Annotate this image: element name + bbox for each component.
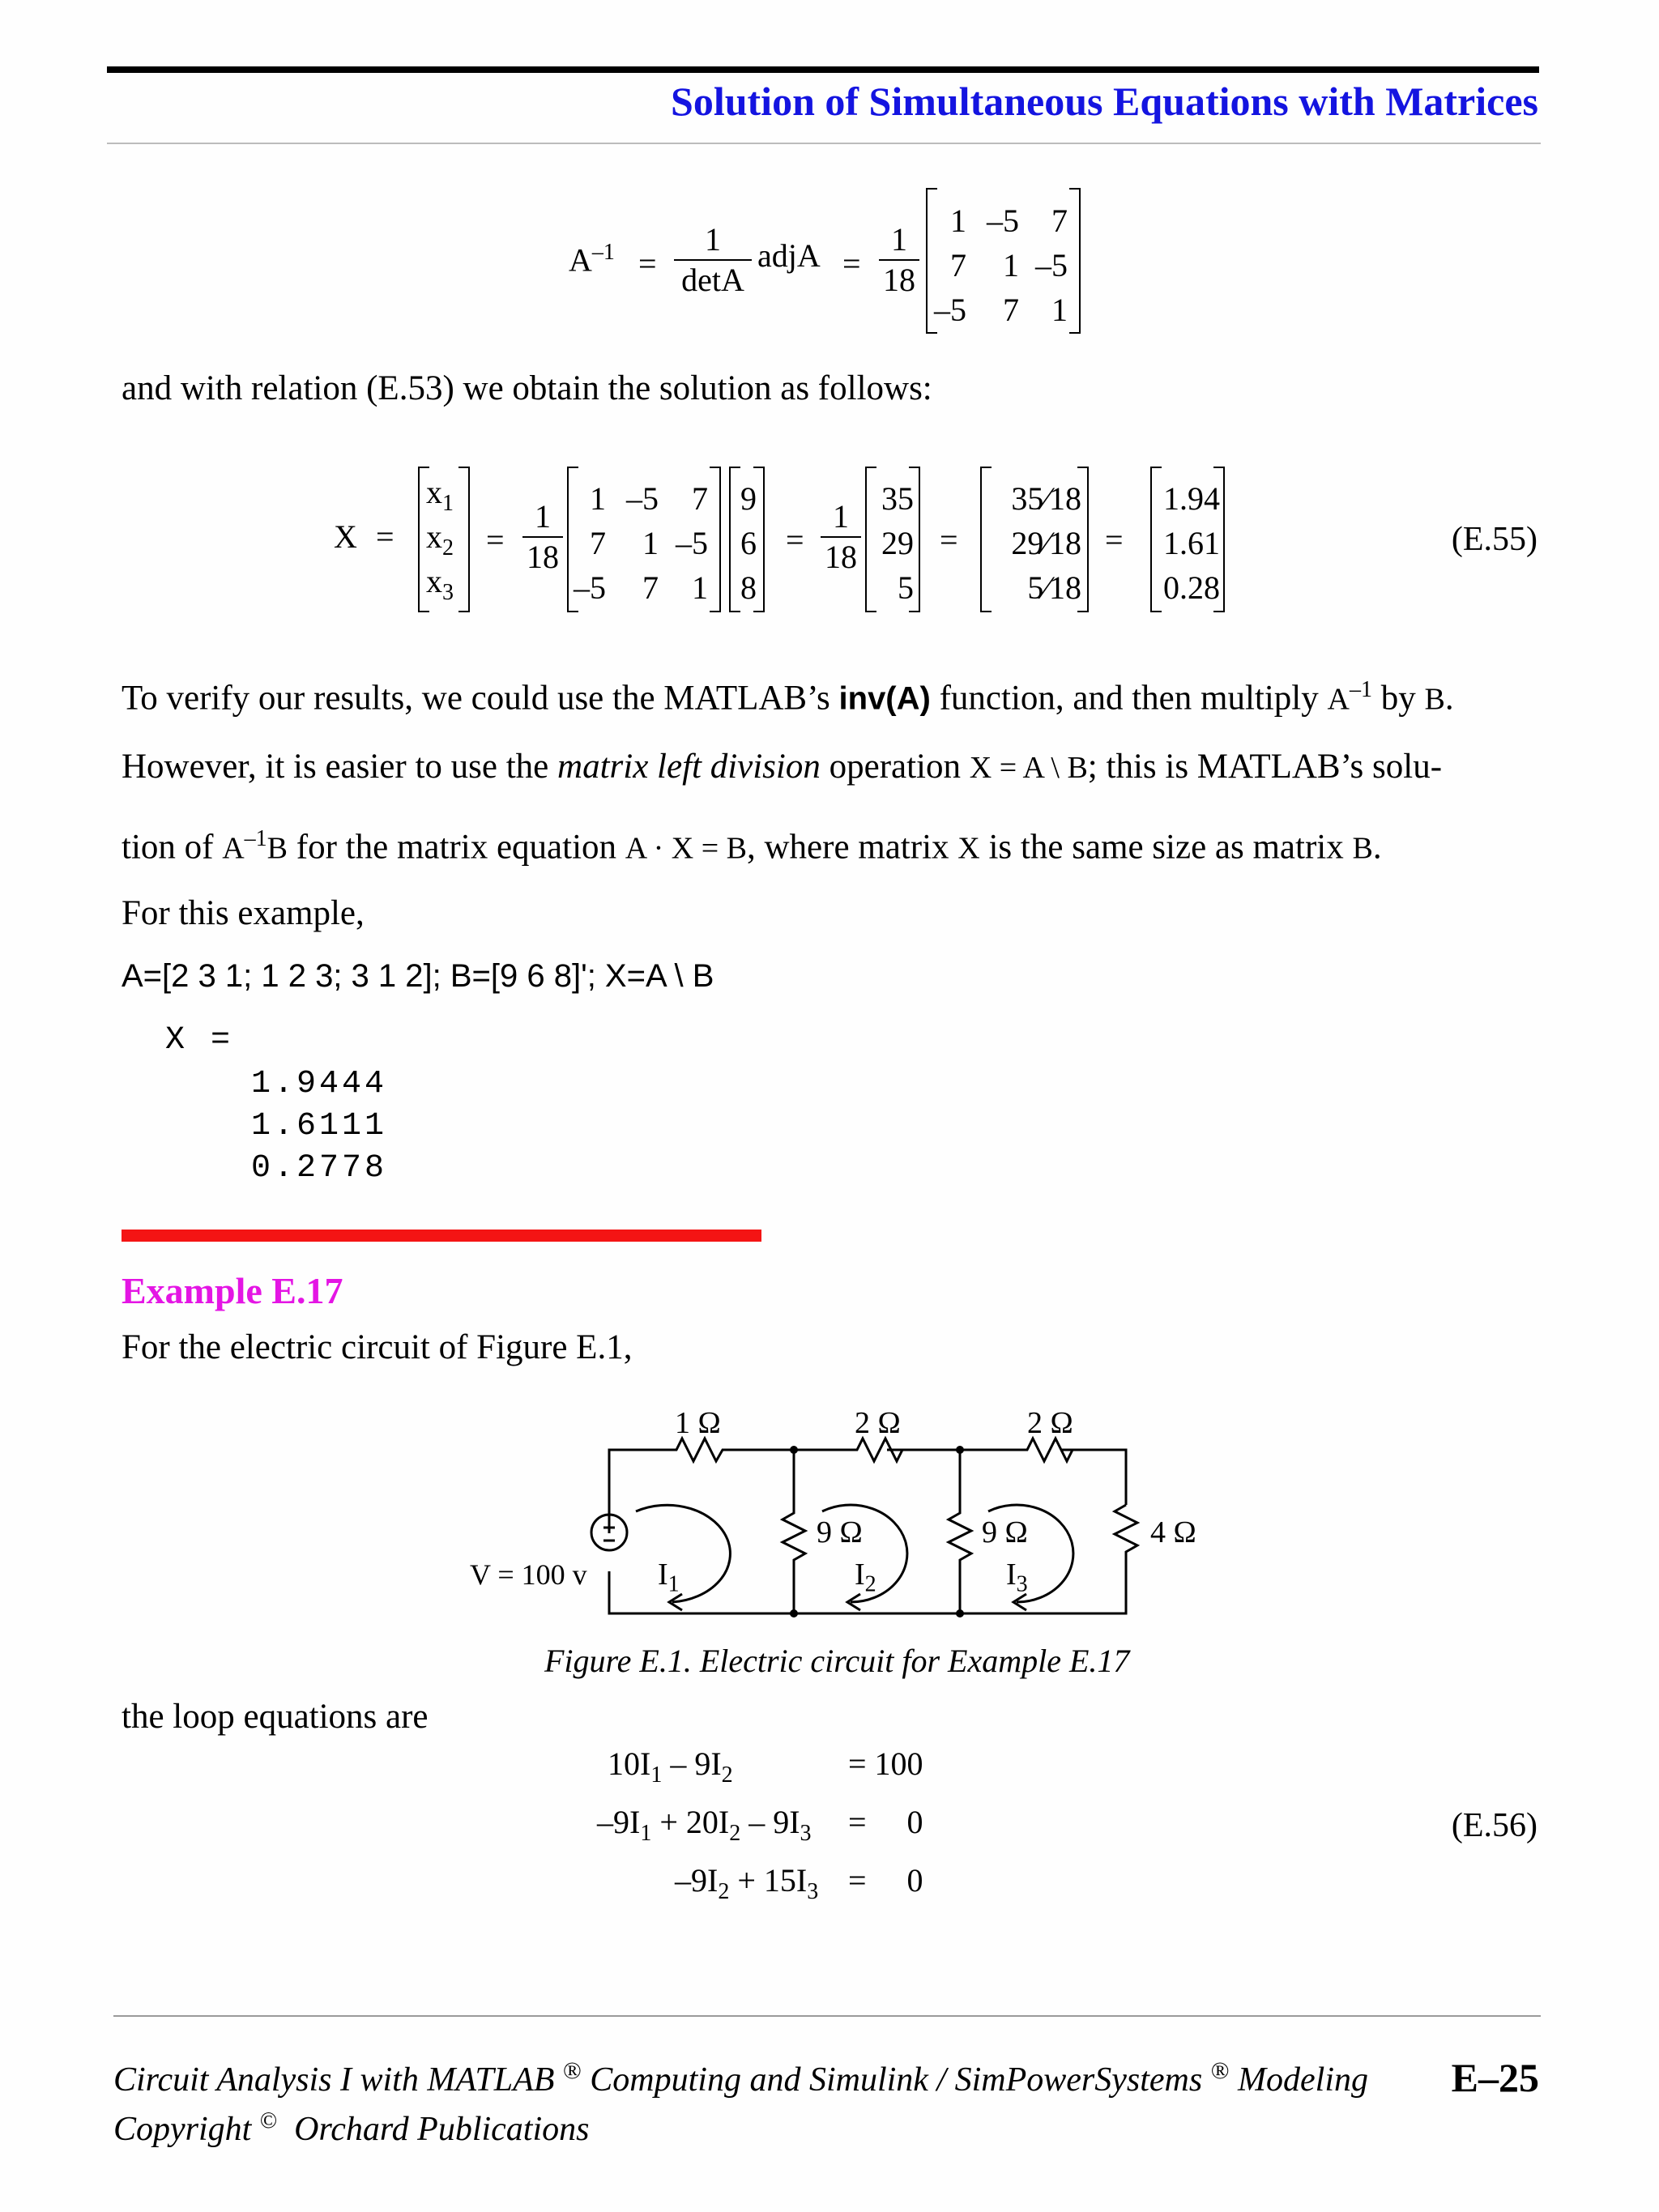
resistor-label: 9 Ω	[982, 1515, 1028, 1549]
matrix-cell: –5	[626, 480, 659, 517]
inverse-lhs: $A^{-1}$	[569, 240, 615, 279]
source-label: V = 100 v	[470, 1558, 587, 1591]
fraction-numerator: 1	[891, 221, 907, 258]
body-paragraph: the loop equations are	[122, 1698, 429, 1736]
fraction-numerator: 1	[833, 498, 849, 535]
fraction-one-eighteenth	[879, 221, 919, 298]
vector-cell: 29⁄18	[1011, 525, 1081, 561]
wire	[1061, 1450, 1126, 1505]
vector-cell: 9	[740, 480, 757, 517]
vector-cell: 8	[740, 569, 757, 606]
matlab-output-value: 0.2778	[251, 1150, 388, 1187]
paragraph-line: To verify our results, we could use the MATLAB’s inv(A) function, and then multiply $A^{-1}$ by B.	[122, 677, 1454, 718]
resistor-1-ohm	[664, 1438, 729, 1461]
paragraph-line: For this example,	[122, 894, 365, 932]
vector-cell: 0.28	[1163, 569, 1220, 606]
vector-cell: 5⁄18	[1027, 569, 1081, 606]
matlab-code-input: A=[2 3 1; 1 2 3; 3 1 2]; B=[9 6 8]'; X=A \ B	[122, 958, 714, 994]
fraction-denominator: 18	[527, 539, 559, 575]
matrix-right-bracket	[710, 467, 721, 612]
vector-cell: 29	[881, 525, 914, 561]
fraction-numerator: 1	[535, 498, 551, 535]
current-label: $I_1$	[658, 1558, 680, 1597]
fraction-bar	[674, 259, 752, 261]
matrix-cell: –5	[1035, 247, 1068, 283]
matrix-right-bracket	[1069, 188, 1081, 334]
vector-cell: 1.94	[1163, 480, 1220, 517]
fraction-denominator: 18	[883, 262, 915, 298]
section-divider-bar	[122, 1230, 761, 1242]
resistor-9-ohm	[783, 1450, 805, 1613]
matlab-output-label: X =	[165, 1022, 234, 1059]
junction-node	[790, 1609, 798, 1617]
equals-sign: =	[940, 522, 958, 558]
equals-sign: =	[786, 522, 804, 558]
fraction-bar	[522, 536, 563, 538]
matrix-cell: –5	[676, 525, 708, 561]
fraction-bar	[821, 536, 861, 538]
loop-equation-rhs: = 0	[848, 1804, 923, 1840]
example-intro: For the electric circuit of Figure E.1,	[122, 1328, 633, 1366]
matrix-cell: 1	[1051, 292, 1068, 328]
junction-node	[956, 1446, 964, 1454]
current-label: $I_2$	[855, 1558, 876, 1597]
vector-left-bracket	[865, 467, 876, 612]
solution-lhs: X	[334, 518, 357, 555]
body-paragraph: and with relation (E.53) we obtain the solution as follows:	[122, 369, 932, 407]
fraction-bar	[879, 259, 919, 261]
paragraph-line: However, it is easier to use the matrix left division operation X = A \ B; this is MATLAB’s solu-	[122, 748, 1443, 786]
page-number: E–25	[1451, 2055, 1539, 2100]
matrix-cell: –5	[987, 202, 1019, 239]
vector-right-bracket	[458, 467, 470, 612]
loop-equation-rhs: = 100	[848, 1745, 923, 1782]
loop-equation-lhs: $10I_1 - 9I_2$	[608, 1745, 733, 1788]
equals-sign: =	[376, 518, 394, 555]
fraction-denominator: 18	[825, 539, 857, 575]
page-header-title: Solution of Simultaneous Equations with Matrices	[671, 79, 1538, 124]
vector-cell: 1.61	[1163, 525, 1220, 561]
loop-equation-lhs: $-9I_2 + 15I_3$	[675, 1862, 819, 1904]
vector-cell: $x_3$	[426, 563, 454, 605]
paragraph-line: tion of $A^{-1}B$ for the matrix equation A · X = B, where matrix X is the same size as matrix B.	[122, 826, 1382, 867]
vector-cell: 6	[740, 525, 757, 561]
figure-caption: Figure E.1. Electric circuit for Example E.17	[544, 1643, 1130, 1679]
matlab-output-value: 1.6111	[251, 1108, 388, 1144]
matrix-cell: 1	[950, 202, 966, 239]
matrix-cell: 1	[642, 525, 659, 561]
current-label: $I_3$	[1006, 1558, 1028, 1597]
fraction-denominator: detA	[681, 262, 744, 298]
vector-cell: $x_2$	[426, 518, 454, 560]
matlab-output-value: 1.9444	[251, 1066, 388, 1102]
code-inline: inv(A)	[838, 680, 931, 717]
matrix-cell: 7	[590, 525, 606, 561]
footer-copyright: Copyright © Orchard Publications	[113, 2108, 590, 2148]
equals-sign: =	[1105, 522, 1124, 558]
junction-node	[790, 1446, 798, 1454]
vector-cell: 5	[898, 569, 914, 606]
loop-equation-lhs: $-9I_1 + 20I_2 - 9I_3$	[597, 1804, 812, 1846]
matrix-cell: 7	[642, 569, 659, 606]
loop-equation-rhs: = 0	[848, 1862, 923, 1899]
equals-sign: =	[638, 245, 657, 282]
vector-cell: 35	[881, 480, 914, 517]
matrix-cell: –5	[934, 292, 966, 328]
resistor-label: 2 Ω	[855, 1406, 901, 1440]
header-bottom-rule	[107, 143, 1541, 144]
vector-cell: $x_1$	[426, 474, 454, 516]
junction-node	[956, 1609, 964, 1617]
mesh-current-arrow	[636, 1505, 730, 1602]
matrix-cell: 1	[590, 480, 606, 517]
vector-cell: 35⁄18	[1011, 480, 1081, 517]
equals-sign: =	[486, 522, 505, 558]
matrix-cell: 7	[692, 480, 708, 517]
matrix-cell: 7	[1051, 202, 1068, 239]
resistor-2-ohm	[1021, 1438, 1073, 1461]
resistor-9-ohm	[949, 1450, 971, 1613]
resistor-4-ohm	[1115, 1505, 1137, 1555]
header-top-rule	[107, 66, 1539, 73]
matrix-cell: 1	[1003, 247, 1019, 283]
footer-rule	[113, 2015, 1541, 2017]
equals-sign: =	[842, 245, 861, 282]
matrix-cell: 7	[1003, 292, 1019, 328]
resistor-label: 2 Ω	[1027, 1406, 1073, 1440]
fraction-one-eighteenth	[821, 498, 861, 575]
matrix-cell: –5	[574, 569, 606, 606]
resistor-2-ohm	[855, 1438, 911, 1461]
adj-label: adjA	[757, 237, 821, 274]
fraction-one-over-det	[674, 221, 752, 298]
matrix-cell: 7	[950, 247, 966, 283]
resistor-label: 9 Ω	[817, 1515, 863, 1549]
fraction-numerator: 1	[705, 221, 721, 258]
resistor-label: 4 Ω	[1150, 1515, 1196, 1549]
equation-number: (E.55)	[1451, 521, 1537, 558]
footer-book-title: Circuit Analysis I with MATLAB ® Computing and Simulink / SimPowerSystems ® Modeling	[113, 2057, 1368, 2099]
example-title: Example E.17	[122, 1270, 343, 1311]
matrix-cell: 1	[692, 569, 708, 606]
resistor-label: 1 Ω	[675, 1406, 721, 1440]
fraction-one-eighteenth	[522, 498, 563, 575]
equation-number: (E.56)	[1451, 1807, 1537, 1844]
